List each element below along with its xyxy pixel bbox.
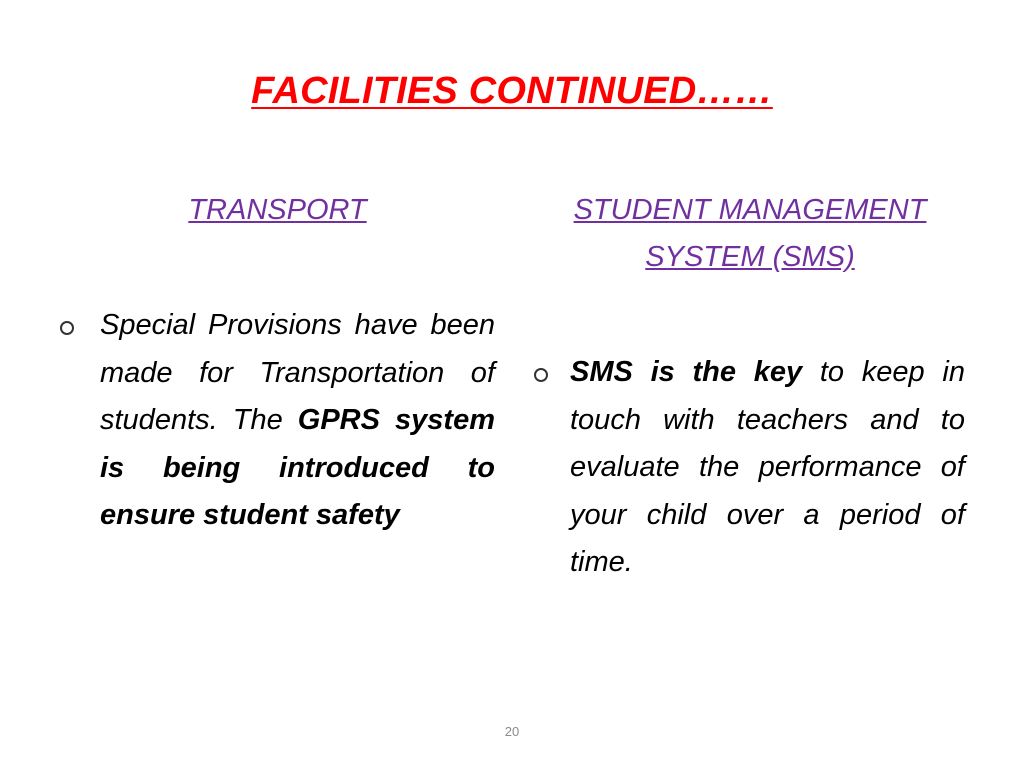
transport-heading: TRANSPORT: [188, 194, 367, 226]
transport-bullet: [60, 302, 495, 540]
sms-bullet: [532, 349, 965, 587]
sms-text-regular: to keep in touch with teachers and to evaluate the performance of your child over a period of time.: [570, 356, 965, 578]
sms-heading-line2: SYSTEM (SMS): [645, 241, 855, 273]
sms-heading: [535, 187, 965, 281]
sms-text-bold: SMS is the key: [570, 356, 803, 388]
hollow-circle-bullet-icon: [60, 321, 74, 335]
hollow-circle-bullet-icon: [534, 368, 548, 382]
sms-bullet-text: [570, 349, 965, 587]
sms-heading-line1: STUDENT MANAGEMENT: [573, 194, 927, 226]
page-number: 20: [504, 724, 520, 739]
transport-text-regular: Special Provisions have been made for Transportation of students. The: [100, 309, 495, 436]
transport-bullet-text: [100, 302, 495, 540]
transport-text-bold: GPRS system is being introduced to ensure student safety: [100, 404, 495, 531]
slide-title: FACILITIES CONTINUED……: [251, 70, 773, 112]
